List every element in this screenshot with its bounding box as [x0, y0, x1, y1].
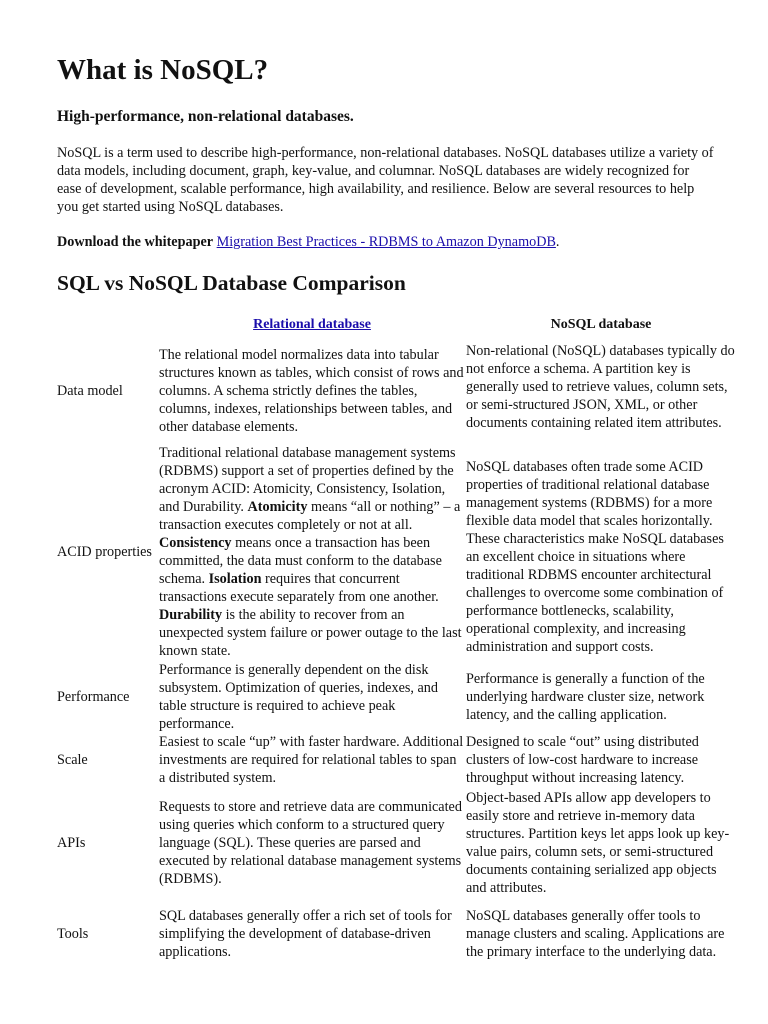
nosql-text: Designed to scale “out” using distributed clusters of low-cost hardware to increase throughput without increasing latency. — [466, 734, 699, 786]
nosql-cell — [466, 660, 738, 733]
relational-text: Easiest to scale “up” with faster hardware. Additional investments are required for relational tables to span a distributed system. — [159, 734, 464, 786]
relational-text: The relational model normalizes data into tabular structures known as tables, which consist of rows and columns. A schema strictly defines the tables, columns, indexes, relationships between tables, and other database elements. — [159, 347, 464, 435]
header-nosql: NoSQL database — [550, 317, 652, 332]
term-isolation: Isolation — [208, 571, 262, 587]
row-label: Performance — [57, 688, 130, 705]
row-label: APIs — [57, 835, 86, 851]
row-label: Tools — [57, 926, 89, 942]
term-consistency: Consistency — [159, 535, 232, 551]
nosql-cell — [466, 454, 738, 660]
relational-cell — [159, 344, 465, 438]
relational-database-link[interactable]: Relational database — [253, 317, 371, 332]
relational-cell — [159, 733, 465, 787]
nosql-text: Performance is generally a function of the underlying hardware cluster size, network latency, and the calling application. — [466, 670, 705, 723]
nosql-cell — [466, 789, 738, 897]
relational-cell — [159, 660, 465, 733]
relational-cell — [159, 789, 465, 897]
relational-cell — [159, 444, 465, 660]
nosql-cell — [466, 898, 738, 970]
relational-text: Requests to store and retrieve data are communicated using queries which conform to a structured query language (SQL). These queries are parsed and executed by relational database management systems (RDBMS). — [159, 799, 462, 887]
table-row — [0, 898, 768, 970]
whitepaper-link[interactable]: Migration Best Practices - RDBMS to Amazon DynamoDB — [216, 234, 556, 250]
relational-cell — [159, 898, 465, 970]
row-label: Scale — [57, 752, 88, 768]
nosql-text: NoSQL databases often trade some ACID properties of traditional relational database management systems (RDBMS) for a more flexible data model that scales horizontally. These characteristics make NoSQL databases an excellent choice in situations where traditional RDBMS encounter architectural challenges to overcome some combination of performance bottlenecks, scalability, operational complexity, and increasing administration and support costs. — [466, 459, 724, 655]
table-row — [0, 444, 768, 660]
nosql-cell — [466, 733, 738, 787]
download-label: Download the whitepaper — [57, 234, 214, 250]
relational-text: Performance is generally dependent on the disk subsystem. Optimization of queries, indexes, and table structure is required to achieve peak performance. — [159, 661, 438, 732]
page-subtitle: High-performance, non-relational databases. — [57, 108, 354, 125]
row-label: Data model — [57, 383, 123, 399]
table-row — [0, 733, 768, 787]
relational-text: Traditional relational database management systems (RDBMS) support a set of properties defined by the acronym ACID: Atomicity, Consistency, Isolation, and Durability. Atomicity means “all or nothing” – a transaction executes completely or not at all. Consistency means once a transaction has been committed, the data must conform to the database schema. Isolation requires that concurrent transactions execute separately from one another. Durability is the ability to recover from an unexpected system failure or power outage to the last known state. — [159, 445, 462, 659]
nosql-text: Non-relational (NoSQL) databases typically do not enforce a schema. A partition key is generally used to retrieve values, column sets, or semi-structured JSON, XML, or other documents containing related item attributes. — [466, 343, 735, 431]
row-label: ACID properties — [57, 544, 152, 560]
page-title: What is NoSQL? — [57, 54, 269, 86]
relational-text: SQL databases generally offer a rich set of tools for simplifying the development of database-driven applications. — [159, 908, 452, 960]
term-atomicity: Atomicity — [247, 499, 308, 515]
download-suffix: . — [555, 234, 560, 250]
term-durability: Durability — [159, 607, 223, 623]
table-row — [0, 789, 768, 897]
nosql-text: Object-based APIs allow app developers to easily store and retrieve in-memory data structures. Partition keys let apps look up key-value pairs, column sets, or semi-structured documents containing serialized app objects and attributes. — [466, 790, 730, 896]
header-relational — [159, 316, 465, 334]
table-row — [0, 660, 768, 733]
table-row — [0, 336, 768, 438]
download-line — [57, 233, 559, 251]
nosql-cell — [466, 336, 738, 438]
nosql-text: NoSQL databases generally offer tools to manage clusters and scaling. Applications are the primary interface to the underlying data. — [466, 908, 725, 960]
comparison-title: SQL vs NoSQL Database Comparison — [57, 271, 406, 295]
intro-paragraph: NoSQL is a term used to describe high-performance, non-relational databases. NoSQL databases utilize a variety of data models, including document, graph, key-value, and columnar. NoSQL databases are widely recognized for ease of development, scalable performance, high availability, and resilience. Below are several resources to help you get started using NoSQL databases. — [57, 145, 714, 215]
